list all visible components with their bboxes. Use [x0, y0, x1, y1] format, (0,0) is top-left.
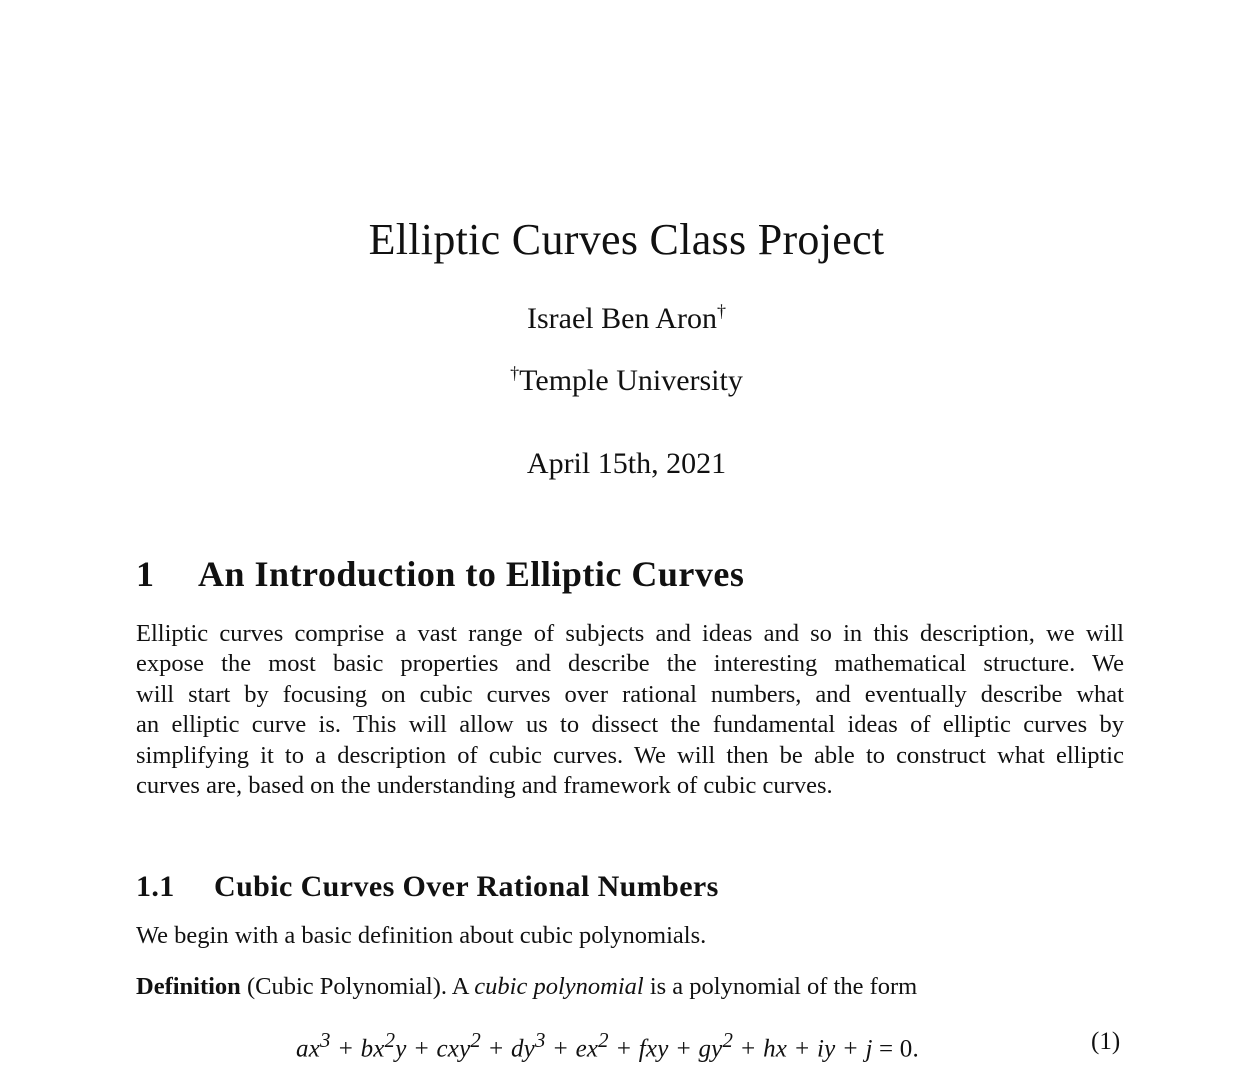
section-title: An Introduction to Elliptic Curves — [198, 554, 745, 594]
affiliation-mark: † — [510, 363, 520, 383]
paragraph-line: expose the most basic properties and describe the interesting mathematical structure. We — [136, 650, 1124, 678]
section-heading-introduction — [136, 553, 744, 595]
equation-number: (1) — [1091, 1028, 1121, 1055]
subsection-title: Cubic Curves Over Rational Numbers — [214, 870, 719, 903]
introduction-paragraph — [136, 619, 1124, 801]
cubic-polynomial-equation: $ax^3 + bx^2y + cxy^2 + dy^3 + ex^2$ + fxy + $gy^2$ + hx + iy + j = 0. — [296, 1028, 919, 1063]
definition-term: cubic polynomial — [474, 973, 644, 1000]
affiliation-line — [0, 364, 1253, 398]
paragraph-line: an elliptic curve is. This will allow us to dissect the fundamental ideas of elliptic curves by — [136, 711, 1124, 739]
definition-name: (Cubic Polynomial). — [246, 973, 448, 1000]
definition-line — [136, 973, 917, 1001]
paper-date: April 15th, 2021 — [526, 447, 727, 480]
definition-text-before: A — [451, 973, 469, 1000]
subsection-number: 1.1 — [136, 870, 175, 903]
definition-text-after: is a polynomial of the form — [649, 973, 918, 1000]
paragraph-line: simplifying it to a description of cubic curves. We will then be able to construct what elliptic — [136, 741, 1124, 769]
definition-label: Definition — [136, 973, 241, 1000]
author-name: Israel Ben Aron — [527, 302, 717, 335]
author-line — [0, 302, 1253, 336]
paragraph-line: Elliptic curves comprise a vast range of subjects and ideas and so in this description, we will — [136, 620, 1124, 647]
paper-title: Elliptic Curves Class Project — [368, 215, 885, 264]
paragraph-line: will start by focusing on cubic curves over rational numbers, and eventually describe what — [136, 680, 1124, 708]
subsection-intro: We begin with a basic definition about cubic polynomials. — [136, 922, 707, 949]
author-affiliation-mark: † — [716, 301, 726, 321]
affiliation-name: Temple University — [519, 364, 743, 397]
subsection-heading-cubic-curves — [136, 870, 719, 904]
section-number: 1 — [136, 554, 155, 594]
paragraph-line: curves are, based on the understanding and framework of cubic curves. — [136, 772, 833, 800]
